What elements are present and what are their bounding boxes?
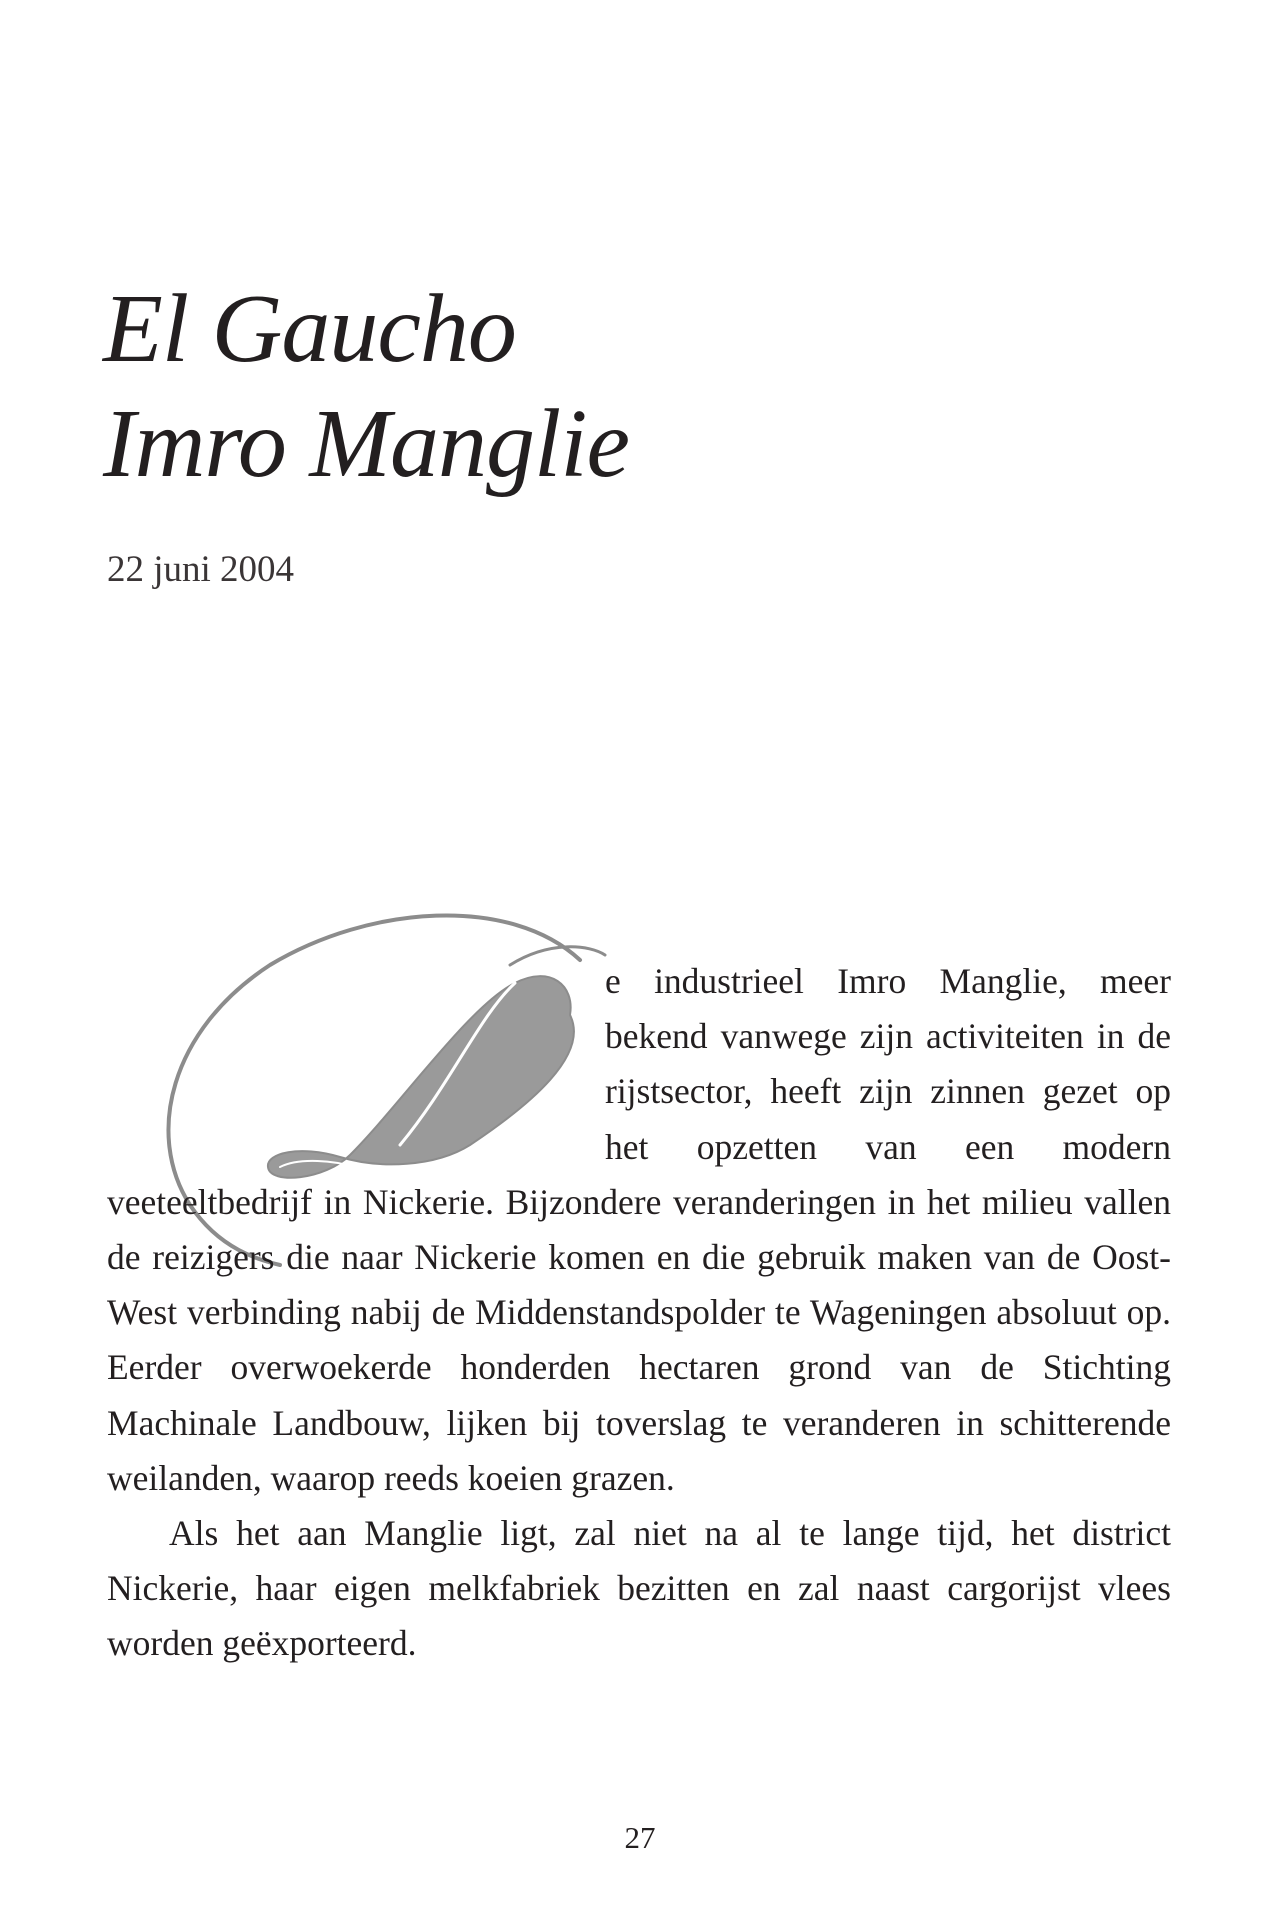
article-date: 22 juni 2004 — [107, 549, 295, 590]
page-number: 27 — [624, 1820, 656, 1855]
article-body — [107, 954, 1171, 1672]
paragraph-1: e industrieel Imro Manglie, meer bekend vanwege zijn activiteiten in de rijstsector, heeft zijn zinnen gezet op het opzetten van een modern veeteeltbedrijf in Nickerie. Bijzondere veranderingen in het milieu vallen de reizigers die naar Nickerie komen en die gebruik maken van de Oost-West verbinding nabij de Middenstandspolder te Wageningen absoluut op. Eerder overwoekerde honderden hectaren grond van de Stichting Machinale Landbouw, lijken bij toverslag te veranderen in schitterende weilanden, waarop reeds koeien grazen. — [107, 961, 1171, 1498]
article-title — [103, 272, 629, 502]
title-line-1: El Gaucho — [103, 275, 516, 383]
paragraph-2: Als het aan Manglie ligt, zal niet na al te lange tijd, het district Nickerie, haar eigen melkfabriek bezitten en zal naast cargorijst vlees worden geëxporteerd. — [107, 1513, 1171, 1664]
title-line-2: Imro Manglie — [103, 390, 629, 498]
